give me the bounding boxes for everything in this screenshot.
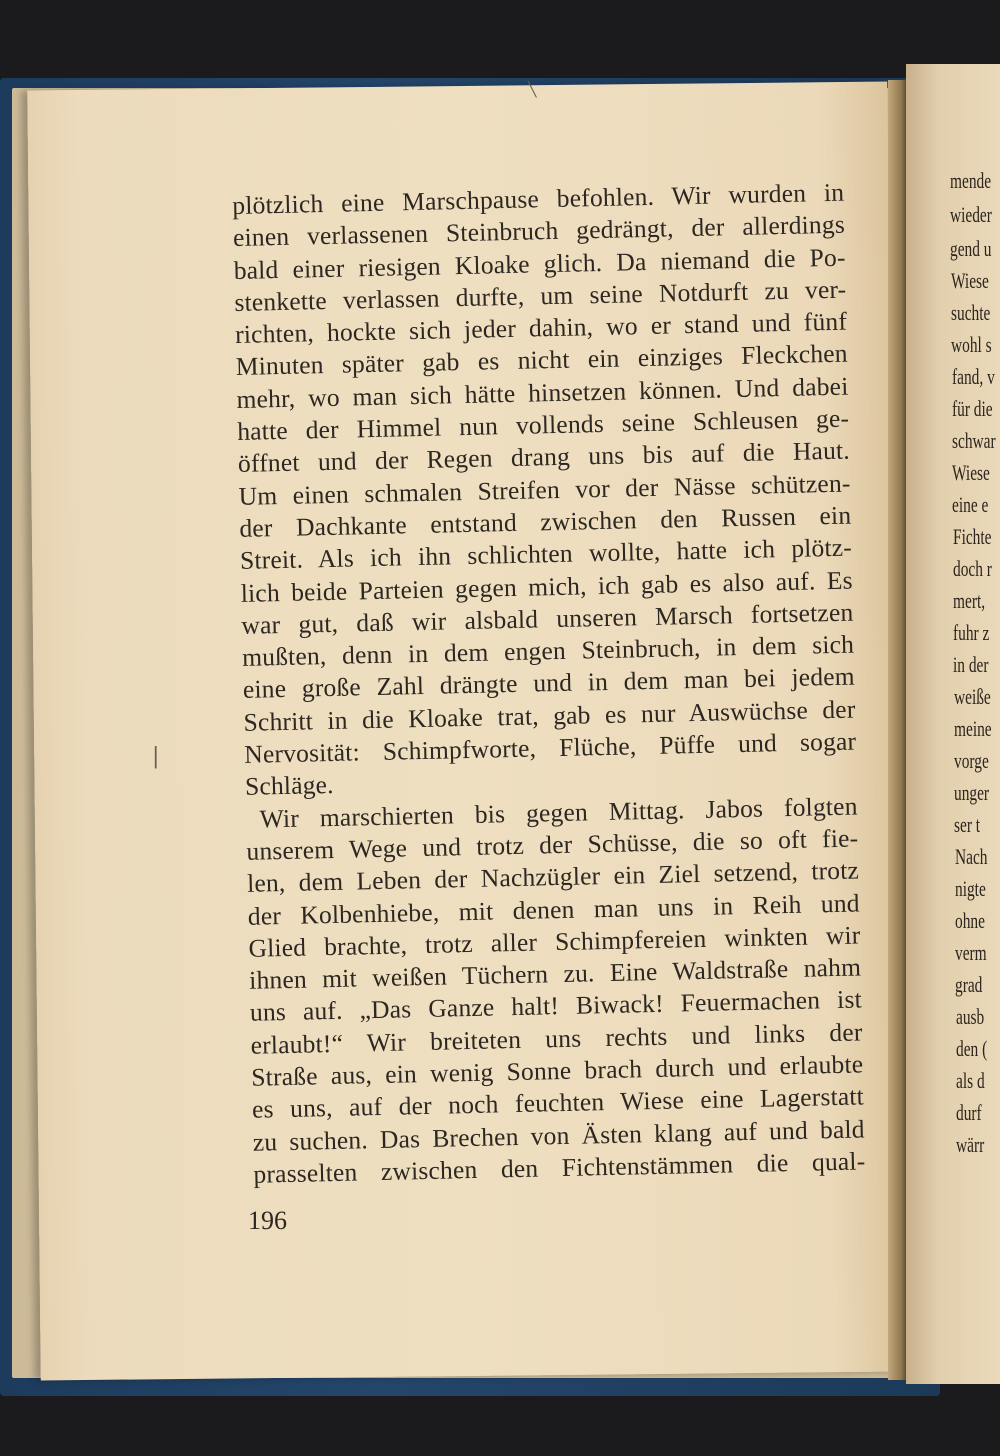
right-page-line: meine — [954, 716, 992, 741]
right-page-line: ohne — [955, 908, 985, 933]
right-page-line: wärr — [956, 1132, 985, 1157]
text-line: unserem Wege und trotz der Schüsse, die so oft fie- — [246, 823, 859, 866]
right-page-line: für die — [952, 396, 993, 421]
right-page-line: unger — [954, 780, 990, 805]
text-line: prasselten zwischen den Fichtenstämmen die qual- — [253, 1146, 866, 1189]
right-page-line: wieder — [950, 202, 992, 227]
right-page-line: ser t — [954, 812, 981, 837]
text-line: uns auf. „Das Ganze halt! Biwack! Feuermachen ist — [249, 984, 863, 1028]
text-line: lich beide Parteien gegen mich, ich gab es also auf. Es — [240, 565, 853, 608]
text-line: stenkette verlassen durfte, um seine Notdurft zu ver- — [234, 274, 847, 317]
right-page-line: vorge — [954, 748, 989, 773]
right-page-line: Fichte — [953, 524, 992, 549]
text-line: Um einen schmalen Streifen vor der Nässe schützen- — [238, 468, 851, 511]
right-page-line: mende — [950, 168, 992, 193]
right-page-line: fuhr z — [953, 620, 990, 645]
text-line: hatte der Himmel nun vollends seine Schleusen ge- — [236, 403, 850, 447]
right-page-line: Nach — [955, 844, 988, 869]
right-page-line: schwar — [952, 428, 996, 453]
text-line: es uns, auf der noch feuchten Wiese eine Lagerstatt — [251, 1081, 865, 1125]
text-line: len, dem Leben der Nachzügler ein Ziel setzend, trotz — [246, 855, 860, 899]
paper-speck: ╲ — [528, 82, 537, 98]
text-line: eine große Zahl drängte und in dem man bei jedem — [242, 661, 856, 705]
text-line: richten, hockte sich jeder dahin, wo er stand und fünf — [234, 306, 848, 350]
right-page-line: suchte — [951, 300, 991, 325]
text-line: war gut, daß wir alsbald unseren Marsch fortsetzen — [241, 597, 854, 640]
text-line: ihnen mit weißen Tüchern zu. Eine Waldstraße nahm — [248, 952, 862, 995]
text-line: mußten, denn in dem engen Steinbruch, in dem sich — [241, 629, 855, 673]
right-page — [906, 64, 1000, 1384]
text-line: der Kolbenhiebe, mit denen man uns in Reih und — [247, 888, 861, 931]
text-line: Glied brachte, trotz aller Schimpfereien winkten wir — [248, 920, 861, 963]
right-page-line: den ( — [956, 1036, 988, 1061]
right-page-line: wohl s — [951, 332, 992, 357]
paragraph-start-line: Wir marschierten bis gegen Mittag. Jabos folgten — [259, 791, 858, 834]
text-line: plötzlich eine Marschpause befohlen. Wir wurden in — [232, 177, 845, 220]
text-line: öffnet und der Regen drang uns bis auf die Haut. — [237, 435, 851, 479]
right-page-line: ausb — [956, 1004, 985, 1029]
text-line: Straße aus, ein wenig Sonne brach durch und erlaubte — [251, 1049, 864, 1092]
text-line: mehr, wo man sich hätte hinsetzen können. Und dabei — [236, 371, 849, 414]
right-page-line: eine e — [952, 492, 989, 517]
text-line: erlaubt!“ Wir breiteten uns rechts und links der — [250, 1017, 863, 1060]
page-text — [232, 177, 866, 1191]
right-page-line: durf — [956, 1100, 982, 1125]
paper-speck: | — [152, 744, 160, 769]
right-page-line: als d — [956, 1068, 985, 1093]
right-page-line: in der — [953, 652, 989, 677]
text-line: Nervosität: Schimpfworte, Flüche, Püffe und sogar — [243, 726, 857, 769]
right-page-line: gend u — [950, 236, 992, 261]
right-page-line: mert, — [953, 588, 986, 613]
text-line: Schläge. — [244, 770, 335, 802]
page-number: 196 — [248, 1206, 287, 1235]
text-line: zu suchen. Das Brechen von Ästen klang auf und bald — [252, 1114, 865, 1157]
right-page-line: grad — [955, 972, 983, 997]
text-line: Minuten später gab es nicht ein einziges Fleckchen — [235, 339, 849, 382]
right-page-line: verm — [955, 940, 987, 965]
text-line: einen verlassenen Steinbruch gedrängt, der allerdings — [232, 209, 846, 253]
text-line: bald einer riesigen Kloake glich. Da niemand die Po- — [233, 242, 846, 285]
text-line: Streit. Als ich ihn schlichten wollte, hatte ich plötz- — [239, 532, 853, 576]
text-line: Schritt in die Kloake trat, gab es nur Auswüchse der — [243, 694, 856, 737]
right-page-line: Wiese — [952, 460, 990, 485]
right-page-line: nigte — [955, 876, 986, 901]
right-page-line: Wiese — [951, 268, 989, 293]
right-page-line: fand, v — [952, 364, 995, 389]
right-page-line: weiße — [954, 684, 991, 709]
right-page-line: doch r — [953, 556, 992, 581]
text-line: der Dachkante entstand zwischen den Russen ein — [239, 500, 852, 543]
